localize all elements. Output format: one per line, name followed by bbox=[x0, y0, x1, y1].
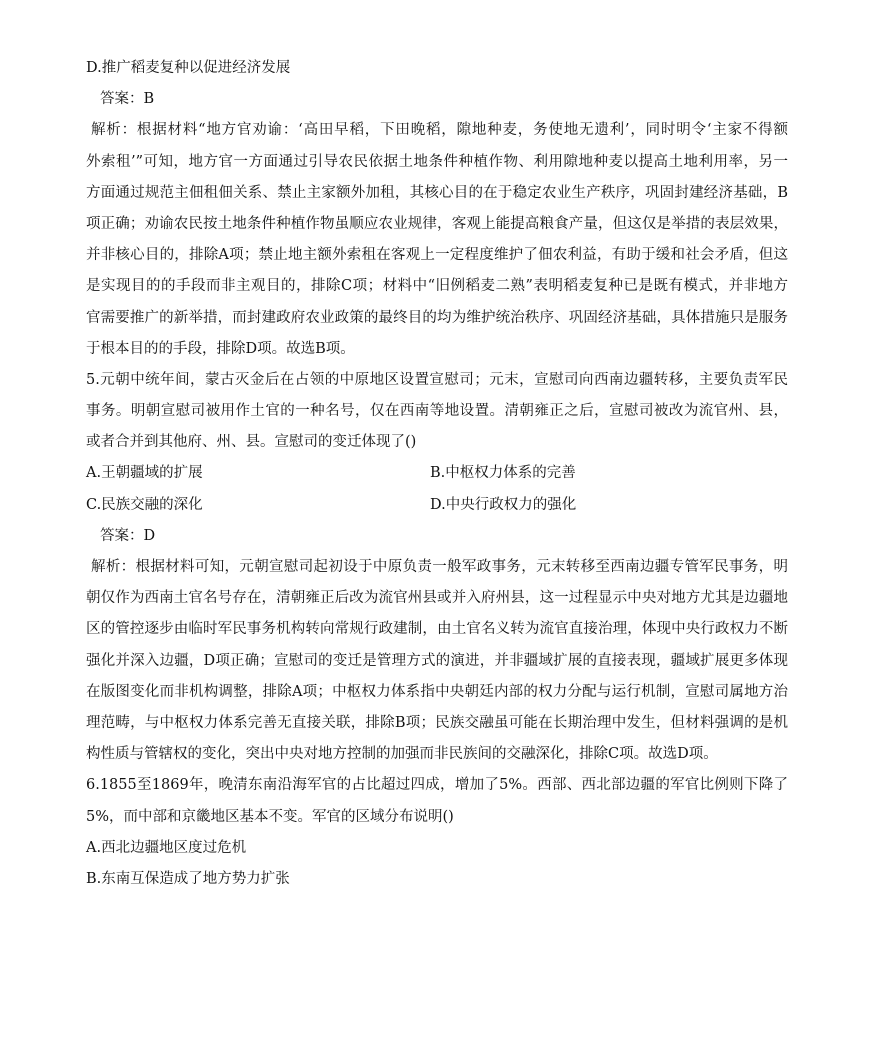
stem-line: 事务。明朝宣慰司被用作土官的一种名号，仅在西南等地设置。清朝雍正之后，宣慰司被改为流官州、县， bbox=[86, 403, 788, 420]
q5-option-c: C.民族交融的深化 bbox=[86, 496, 203, 513]
analysis-line: 外索租’”可知，地方官一方面通过引导农民依据土地条件种植作物、利用隙地种麦以提高土地利用率，另一 bbox=[86, 153, 788, 170]
document-page bbox=[86, 57, 788, 899]
analysis-line: 项正确；劝谕农民按土地条件种植作物虽顺应农业规律，客观上能提高粮食产量，但这仅是举措的表层效果， bbox=[86, 215, 788, 232]
q4-option-d: D.推广稻麦复种以促进经济发展 bbox=[86, 60, 291, 76]
analysis-line: 并非核心目的，排除A项；禁止地主额外索租在客观上一定程度维护了佃农利益，有助于缓和社会矛盾，但这 bbox=[86, 247, 788, 264]
q6-option-b: B.东南互保造成了地方势力扩张 bbox=[86, 870, 290, 887]
stem-line: 5%，而中部和京畿地区基本不变。军官的区域分布说明() bbox=[86, 808, 454, 825]
q5-option-a: A.王朝疆域的扩展 bbox=[86, 465, 203, 482]
analysis-line: 是实现目的的手段而非主观目的，排除C项；材料中“旧例稻麦二熟”表明稻麦复种已是既有模式，并非地方 bbox=[86, 278, 788, 295]
analysis-line: 朝仅作为西南土官名号存在，清朝雍正后改为流官州县或并入府州县，这一过程显示中央对地方尤其是边疆地 bbox=[86, 590, 788, 607]
analysis-line: 方面通过规范主佃租佃关系、禁止主家额外加租，其核心目的在于稳定农业生产秩序，巩固封建经济基础，B bbox=[86, 184, 788, 201]
analysis-line: 在版图变化而非机构调整，排除A项；中枢权力体系指中央朝廷内部的权力分配与运行机制，宣慰司属地方治 bbox=[86, 683, 788, 700]
q5-options-row-2 bbox=[86, 494, 788, 525]
stem-line: 6.1855至1869年，晚清东南沿海军官的占比超过四成，增加了5%。西部、西北部边疆的军官比例则下降了 bbox=[86, 777, 788, 794]
q6-option-a: A.西北边疆地区度过危机 bbox=[86, 839, 247, 856]
q4-answer: 答案：B bbox=[100, 91, 155, 108]
stem-line: 5.元朝中统年间，蒙古灭金后在占领的中原地区设置宣慰司；元末，宣慰司向西南边疆转移，主要负责军民 bbox=[86, 371, 788, 388]
analysis-line: 构性质与管辖权的变化，突出中央对地方控制的加强而非民族间的交融深化，排除C项。故选D项。 bbox=[86, 746, 718, 763]
analysis-line: 理范畴，与中枢权力体系完善无直接关联，排除B项；民族交融虽可能在长期治理中发生，但材料强调的是机 bbox=[86, 714, 788, 731]
analysis-line: 解析：根据材料可知，元朝宣慰司起初设于中原负责一般军政事务，元末转移至西南边疆专管军民事务，明 bbox=[91, 559, 788, 575]
analysis-line: 解析：根据材料“地方官劝谕：‘高田早稻，下田晚稻，隙地种麦，务使地无遗利’，同时明令‘主家不得额 bbox=[91, 122, 788, 139]
q5-analysis bbox=[86, 556, 788, 774]
q6-stem bbox=[86, 774, 788, 836]
q5-options-row-1 bbox=[86, 462, 788, 493]
analysis-line: 区的管控逐步由临时军民事务机构转向常规行政建制，由土官名义转为流官直接治理，体现中央行政权力不断 bbox=[86, 621, 788, 638]
analysis-line: 于根本目的的手段，排除D项。故选B项。 bbox=[86, 340, 355, 357]
stem-line: 或者合并到其他府、州、县。宣慰司的变迁体现了() bbox=[86, 434, 417, 451]
q5-answer: 答案：D bbox=[100, 527, 156, 544]
q5-stem bbox=[86, 369, 788, 463]
q5-option-b: B.中枢权力体系的完善 bbox=[430, 465, 576, 482]
q5-option-d: D.中央行政权力的强化 bbox=[430, 496, 577, 513]
analysis-line: 官需要推广的新举措，而封建政府农业政策的最终目的均为维护统治秩序、巩固经济基础，具体措施只是服务 bbox=[86, 309, 788, 326]
analysis-line: 强化并深入边疆，D项正确；宣慰司的变迁是管理方式的演进，并非疆域扩展的直接表现，疆域扩展更多体现 bbox=[86, 652, 788, 669]
q4-analysis bbox=[86, 119, 788, 369]
